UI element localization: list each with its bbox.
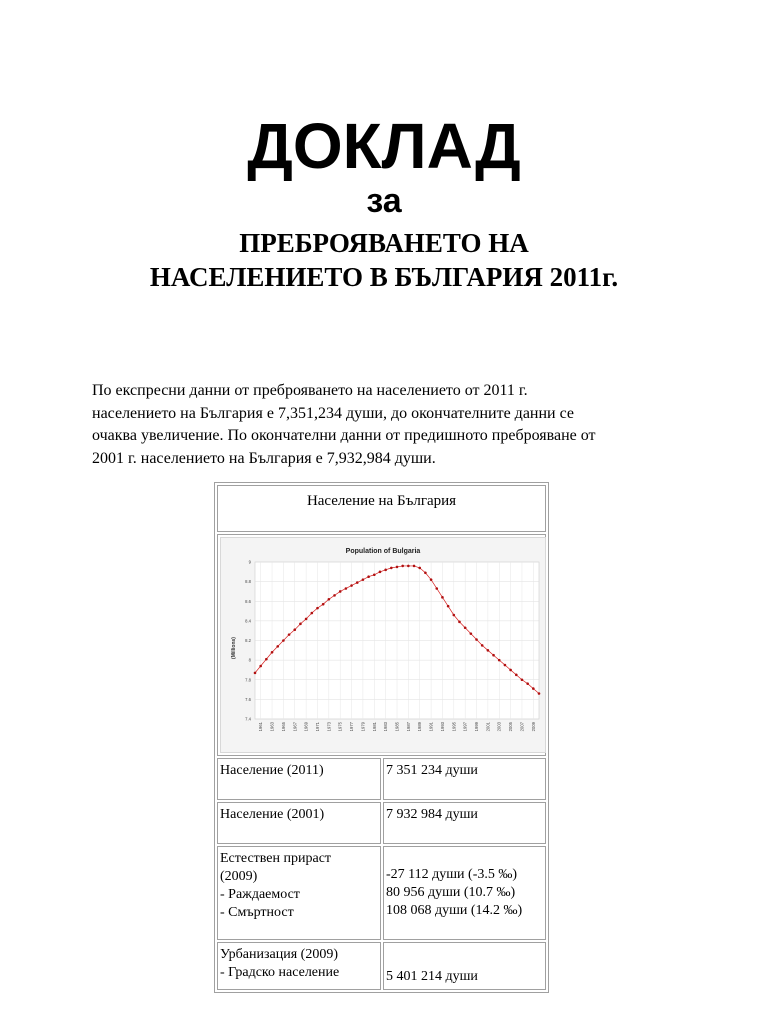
chart-y-tick-label: 8.6 [245,598,251,604]
chart-x-tick-label: 2007 [519,722,525,732]
chart-x-tick-label: 2009 [530,722,536,732]
chart-point [254,672,257,675]
chart-y-tick-label: 9 [248,559,251,565]
chart-point [288,633,291,636]
chart-point [526,682,529,685]
chart-point [271,651,274,654]
chart-x-tick-label: 1985 [394,722,400,732]
chart-point [532,687,535,690]
subtitle-line-2: НАСЕЛЕНИЕТО В БЪЛГАРИЯ 2011г. [149,262,619,292]
chart-x-tick-label: 1983 [383,722,389,732]
chart-x-tick-label: 2001 [485,722,491,732]
natural-growth-label [217,846,381,940]
urbanization-value: 5 401 214 души [383,942,546,990]
chart-point [413,565,416,568]
chart-point [470,632,473,635]
intro-line: 2001 г. населението на България е 7,932,984 души. [92,449,436,467]
urbanization-label [217,942,381,990]
chart-x-tick-label: 1973 [326,722,332,732]
population-infobox [214,482,549,993]
intro-line: По експресни данни от преброяването на населението от 2011 г. [92,382,528,399]
chart-x-tick-label: 1963 [269,722,275,732]
chart-point [356,581,359,584]
chart-y-tick-label: 7.6 [245,696,251,702]
chart-point [328,598,331,601]
chart-point [521,678,524,681]
chart-x-tick-label: 2005 [508,722,514,732]
chart-x-tick-label: 1979 [360,722,366,732]
value-line: 108 068 души (14.2 ‰) [386,903,523,918]
chart-point [441,596,444,599]
chart-y-tick-label: 7.8 [245,677,251,683]
chart-x-tick-label: 1987 [405,722,411,732]
chart-point [379,571,382,574]
chart-point [276,645,279,648]
chart-point [515,674,518,677]
label-line: - Смъртност [220,905,294,920]
row-label: Население (2011) [217,758,381,800]
chart-point [401,565,404,568]
chart-grid [255,562,539,719]
chart-point [464,626,467,629]
chart-point [311,612,314,615]
chart-cell [217,534,546,756]
chart-x-tick-label: 1971 [314,722,320,732]
chart-point [345,587,348,590]
row-value: 7 351 234 души [383,758,546,800]
chart-point [435,587,438,590]
chart-point [538,692,541,695]
chart-x-tick-label: 1961 [258,722,264,732]
chart-point [487,649,490,652]
chart-point [265,658,268,661]
label-line: - Раждаемост [220,887,300,902]
subtitle-line-1: ПРЕБРОЯВАНЕТО НА [239,228,529,258]
chart-x-tick-label: 1991 [428,722,434,732]
chart-point [293,628,296,631]
intro-line: очаква увеличение. По окончателни данни от предишното преброяване от [92,427,596,444]
chart-x-tick-label: 1997 [462,722,468,732]
chart-point [322,603,325,606]
chart-x-tick-label: 1967 [292,722,298,732]
chart-point [362,578,365,581]
chart-point [299,623,302,626]
chart-point [492,654,495,657]
population-table [214,482,549,993]
chart-point [333,594,336,597]
chart-point [509,669,512,672]
document-title: ДОКЛАД [247,110,521,182]
label-line: - Градско население [220,965,340,980]
chart-point [453,614,456,617]
chart-x-tick-label: 1999 [474,722,480,732]
row-value: 7 932 984 души [383,802,546,844]
table-caption: Население на България [217,485,546,532]
natural-growth-value [383,846,546,940]
chart-y-axis-label: (Millions) [231,637,237,659]
value-line: 80 956 души (10.7 ‰) [386,885,516,900]
intro-paragraph [92,380,678,470]
chart-point [390,567,393,570]
row-label: Население (2001) [217,802,381,844]
chart-y-tick-label: 7.4 [245,716,251,722]
chart-point [418,567,421,570]
chart-x-tick-label: 1989 [417,722,423,732]
chart-point [367,575,370,578]
chart-y-ticks [245,560,251,722]
chart-point [316,607,319,610]
document-subtitle-za: за [366,182,402,220]
chart-point [259,665,262,668]
chart-point [407,565,410,568]
chart-point [447,605,450,608]
chart-point [350,584,353,587]
chart-x-tick-label: 1993 [439,722,445,732]
label-line: Естествен прираст [220,851,332,866]
chart-point [481,644,484,647]
chart-point [282,639,285,642]
chart-x-tick-label: 1977 [349,722,355,732]
chart-x-tick-label: 1969 [303,722,309,732]
value-line: -27 112 души (-3.5 ‰) [386,867,518,882]
chart-x-ticks [258,721,536,731]
chart-x-tick-label: 2003 [496,722,502,732]
chart-x-tick-label: 1975 [337,722,343,732]
document-subtitle [0,226,768,294]
chart-point [475,638,478,641]
chart-point [396,566,399,569]
chart-point [339,590,342,593]
label-line: Урбанизация (2009) [220,947,338,962]
chart-svg [221,538,545,752]
chart-x-tick-label: 1995 [451,722,457,732]
chart-point [373,573,376,576]
chart-title: Population of Bulgaria [345,548,421,555]
population-chart [220,537,546,753]
chart-point [305,618,308,621]
chart-point [384,569,387,572]
label-line: (2009) [220,869,258,884]
chart-point [498,659,501,662]
chart-y-tick-label: 8.8 [245,579,251,585]
chart-point [424,571,427,574]
chart-point [430,578,433,581]
chart-point [458,621,461,624]
chart-y-tick-label: 8.2 [245,638,251,643]
chart-y-tick-label: 8 [248,657,251,663]
intro-line: населението на България е 7,351,234 души, до окончателните данни се [92,404,574,422]
chart-point [504,664,507,667]
chart-x-tick-label: 1981 [371,722,377,732]
chart-y-tick-label: 8.4 [245,618,251,624]
chart-x-tick-label: 1965 [280,722,286,732]
